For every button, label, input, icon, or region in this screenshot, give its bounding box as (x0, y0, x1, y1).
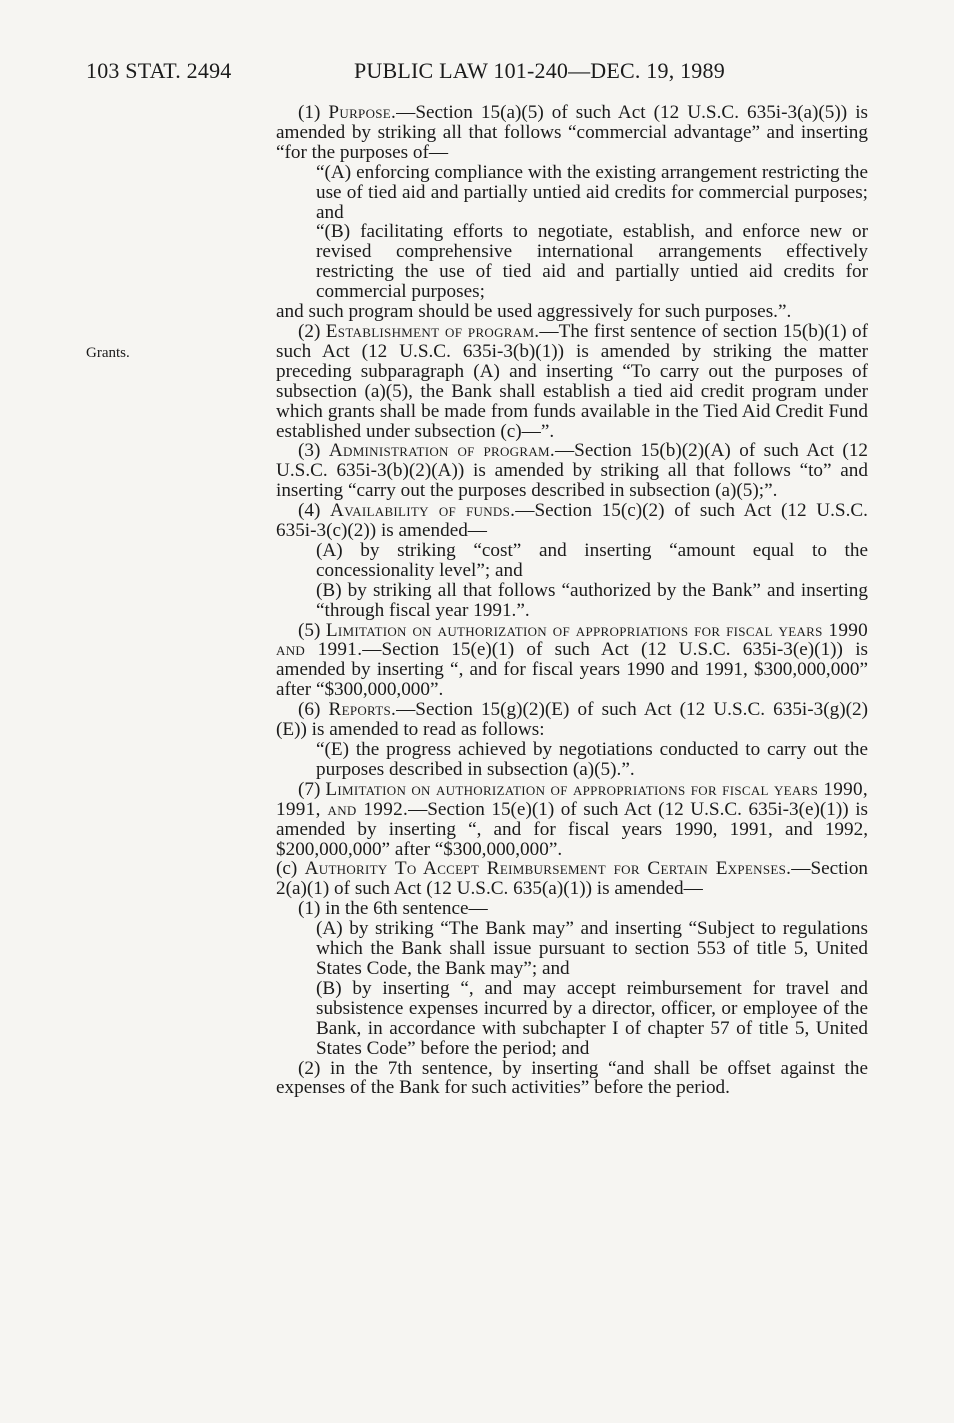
paragraph-establishment: (2) Establishment of program.—The first sentence of section 15(b)(1) of such Act (12 U.S.C. 635i-3(b)(1)) is amended by striking the matter preceding subparagraph (A) and inserting “To carry out the purposes of subsection (a)(5), the Bank shall establish a tied aid credit program under which grants shall be made from funds available in the Tied Aid Credit Fund established under subsection (c)—”. (276, 320, 869, 442)
paragraph-availability: (4) Availability of funds.—Section 15(c)(2) of such Act (12 U.S.C. 635i-3(c)(2)) is amended— (276, 500, 868, 542)
paragraph-6th-sentence: (1) in the 6th sentence— (298, 898, 488, 920)
heading-availability: Availability of funds. (330, 500, 516, 522)
paragraph-limitation-1990-1992: (7) Limitation on authorization of appropriations for fiscal years 1990, 1991, and 1992.—Section 15(e)(1) of such Act (12 U.S.C. 635i-3(e)(1)) is amended by inserting “, and for fiscal years 1990, 1991, and 1992, $200,000,000” after “$300,000,000”. (276, 778, 868, 860)
heading-limitation-1990-1991: Limitation on authorization of appropriations for fiscal years 1990 and 1991. (276, 619, 869, 661)
heading-reports: Reports. (328, 699, 397, 721)
paragraph-continuation: and such program should be used aggressively for such purposes.”. (276, 301, 792, 323)
heading-purpose: Purpose. (328, 102, 397, 123)
subparagraph-e-progress: “(E) the progress achieved by negotiations conducted to carry out the purposes described in subsection (a)(5).”. (316, 739, 868, 780)
subsection-c-authority: (c) Authority To Accept Reimbursement for Certain Expenses.—Section 2(a)(1) of such Act (12 U.S.C. 635(a)(1)) is amended— (276, 858, 869, 900)
paragraph-administration: (3) Administration of program.—Section 15(b)(2)(A) of such Act (12 U.S.C. 635i-3(b)(2)(A)) is amended by striking all that follows “to” and inserting “carry out the purposes described in subsection (a)(5);”. (276, 440, 869, 502)
paragraph-7th-sentence: (2) in the 7th sentence, by inserting “and shall be offset against the expenses of the Bank for such activities” before the period. (276, 1057, 868, 1099)
subparagraph-a-bank-may: (A) by striking “The Bank may” and inserting “Subject to regulations which the Bank shall issue pursuant to section 553 of title 5, United States Code, the Bank may”; and (316, 918, 868, 979)
subparagraph-a-enforcing: “(A) enforcing compliance with the existing arrangement restricting the use of tied aid and partially untied aid credits for commercial purposes; and (316, 161, 868, 223)
paragraph-limitation-1990-1991: (5) Limitation on authorization of appropriations for fiscal years 1990 and 1991.—Section 15(e)(1) of such Act (12 U.S.C. 635i-3(e)(1)) is amended by inserting “, and for fiscal years 1990 and 1991, $300,000,000” after “$300,000,000”. (276, 619, 869, 701)
heading-limitation-1990-1992: Limitation on authorization of appropriations for fiscal years 1990, 1991, and 1992. (276, 778, 868, 820)
law-title-header: PUBLIC LAW 101-240—DEC. 19, 1989 (354, 58, 725, 83)
subparagraph-a-cost: (A) by striking “cost” and inserting “amount equal to the concessionality level”; and (316, 539, 868, 581)
heading-establishment: Establishment of program. (325, 320, 540, 342)
paragraph-reports: (6) Reports.—Section 15(g)(2)(E) of such Act (12 U.S.C. 635i-3(g)(2)(E)) is amended to read as follows: (276, 699, 868, 741)
stat-citation: 103 STAT. 2494 (86, 58, 232, 83)
margin-note-grants: Grants. (86, 345, 130, 361)
statute-body (276, 103, 868, 1098)
subparagraph-b-facilitating: “(B) facilitating efforts to negotiate, establish, and enforce new or revised comprehensive international arrangements effectively restricting the use of tied aid and partially untied aid credits for commercial purposes; (316, 221, 868, 303)
subparagraph-b-authorized: (B) by striking all that follows “authorized by the Bank” and inserting “through fiscal year 1991.”. (316, 579, 868, 621)
paragraph-purpose: (1) Purpose.—Section 15(a)(5) of such Act (12 U.S.C. 635i-3(a)(5)) is amended by striking all that follows “commercial advantage” and inserting “for the purposes of— (276, 102, 869, 163)
heading-administration: Administration of program. (328, 440, 555, 462)
heading-authority: Authority To Accept Reimbursement for Certain Expenses. (304, 858, 792, 880)
subparagraph-b-reimbursement: (B) by inserting “, and may accept reimbursement for travel and subsistence expenses incurred by a director, officer, or employee of the Bank, in accordance with subchapter I of chapter 57 of title 5, United States Code” before the period; and (316, 977, 868, 1059)
